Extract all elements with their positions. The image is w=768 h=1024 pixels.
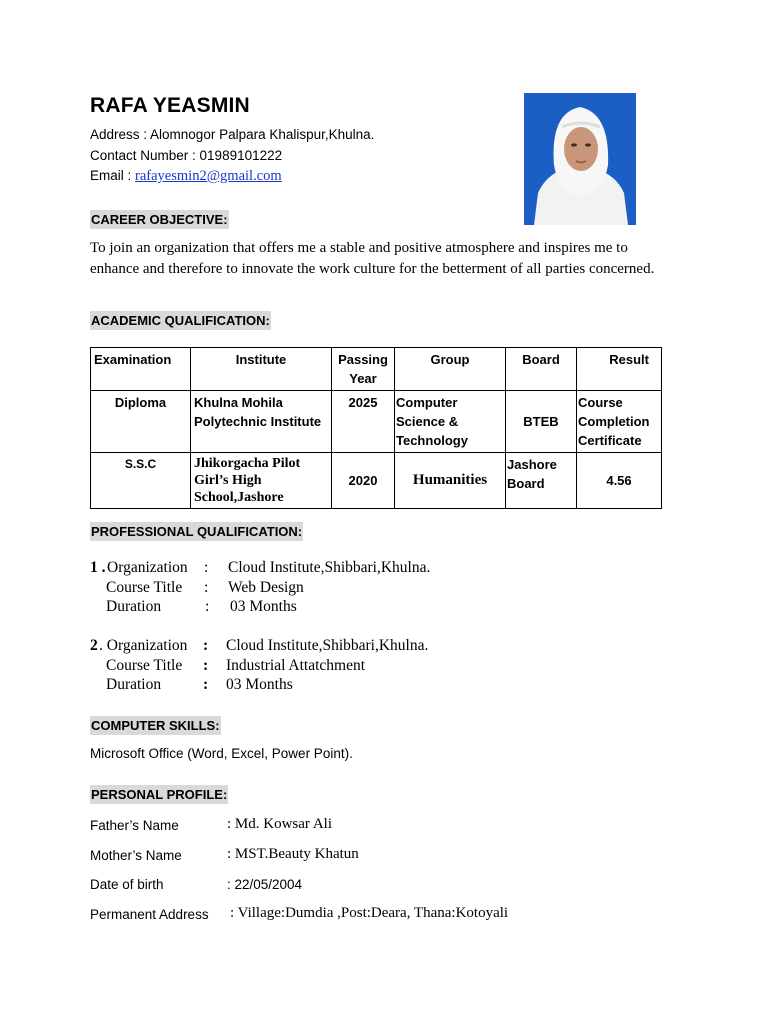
- mothers-name-label: Mother’s Name: [90, 848, 182, 863]
- academic-table: [90, 347, 662, 509]
- course-title-value: Industrial Attatchment: [226, 656, 366, 674]
- organization-label: . Organization: [99, 637, 188, 654]
- mothers-name-value: : MST.Beauty Khatun: [227, 846, 359, 862]
- permanent-address-label: Permanent Address: [90, 907, 209, 922]
- date-of-birth-label: Date of birth: [90, 877, 164, 892]
- email-link[interactable]: rafayesmin2@gmail.com: [135, 168, 282, 184]
- email-label: Email :: [90, 168, 132, 183]
- course-title-value: Web Design: [228, 578, 304, 596]
- table-cell: 4.56: [577, 453, 662, 509]
- column-header: Board: [506, 348, 577, 391]
- fathers-name-value: : Md. Kowsar Ali: [227, 816, 332, 832]
- computer-skills-text: Microsoft Office (Word, Excel, Power Point).: [90, 746, 353, 761]
- career-objective-text: To join an organization that offers me a stable and positive atmosphere and inspires me to enhance and therefore to innovate the work culture for the betterment of all parties concerned.: [90, 240, 655, 277]
- duration-label: Duration: [106, 676, 162, 693]
- entry-number: 2: [90, 637, 98, 654]
- computer-skills-heading: COMPUTER SKILLS:: [91, 718, 220, 733]
- course-title-label: Course Title: [106, 656, 183, 674]
- fathers-name-label: Father’s Name: [90, 818, 179, 833]
- table-cell: Jhikorgacha Pilot Girl’s High School,Jashore: [191, 453, 332, 509]
- separator: :: [203, 637, 209, 654]
- email-line: [90, 168, 282, 185]
- professional-entry-2: [0, 636, 768, 696]
- table-row: [91, 391, 662, 453]
- separator: :: [204, 559, 209, 576]
- duration-value: 03 Months: [230, 598, 297, 615]
- organization-value: Cloud Institute,Shibbari,Khulna.: [226, 637, 429, 654]
- table-cell: Course Completion Certificate: [577, 391, 662, 453]
- table-cell: 2025: [332, 391, 395, 453]
- organization-label: Organization: [107, 559, 188, 576]
- permanent-address-value: : Village:Dumdia ,Post:Deara, Thana:Kotoyali: [230, 905, 509, 921]
- separator: :: [203, 656, 209, 674]
- table-cell: Jashore Board: [506, 453, 577, 509]
- table-cell: Humanities: [395, 453, 506, 509]
- contact-number-line: Contact Number : 01989101222: [90, 148, 283, 163]
- separator: :: [204, 578, 209, 596]
- column-header: Group: [395, 348, 506, 391]
- candidate-name: RAFA YEASMIN: [90, 94, 250, 117]
- table-cell: 2020: [332, 453, 395, 509]
- column-header: Passing Year: [332, 348, 395, 391]
- column-header: Result: [577, 348, 662, 391]
- separator: :: [205, 598, 210, 615]
- column-header: Examination: [91, 348, 191, 391]
- organization-value: Cloud Institute,Shibbari,Khulna.: [228, 559, 431, 576]
- table-cell: S.S.C: [91, 453, 191, 509]
- date-of-birth-value: : 22/05/2004: [227, 877, 303, 892]
- profile-photo-image: [524, 93, 636, 225]
- table-cell: Diploma: [91, 391, 191, 453]
- table-cell: Khulna Mohila Polytechnic Institute: [191, 391, 332, 453]
- table-cell: Computer Science & Technology: [395, 391, 506, 453]
- course-title-label: Course Title: [106, 578, 183, 596]
- entry-number: 1 .: [90, 559, 106, 576]
- table-cell: BTEB: [506, 391, 577, 453]
- academic-qualification-heading: ACADEMIC QUALIFICATION:: [91, 313, 270, 328]
- profile-photo: [524, 93, 636, 225]
- column-header: Institute: [191, 348, 332, 391]
- table-row: [91, 453, 662, 509]
- career-objective-heading: CAREER OBJECTIVE:: [91, 212, 228, 227]
- personal-profile-heading: PERSONAL PROFILE:: [91, 787, 228, 802]
- duration-value: 03 Months: [226, 676, 293, 693]
- duration-label: Duration: [106, 598, 162, 615]
- address-line: Address : Alomnogor Palpara Khalispur,Khulna.: [90, 127, 375, 142]
- separator: :: [203, 676, 209, 693]
- professional-qualification-heading: PROFESSIONAL QUALIFICATION:: [91, 524, 303, 539]
- table-header-row: [91, 348, 662, 391]
- professional-entry-1: [0, 558, 768, 618]
